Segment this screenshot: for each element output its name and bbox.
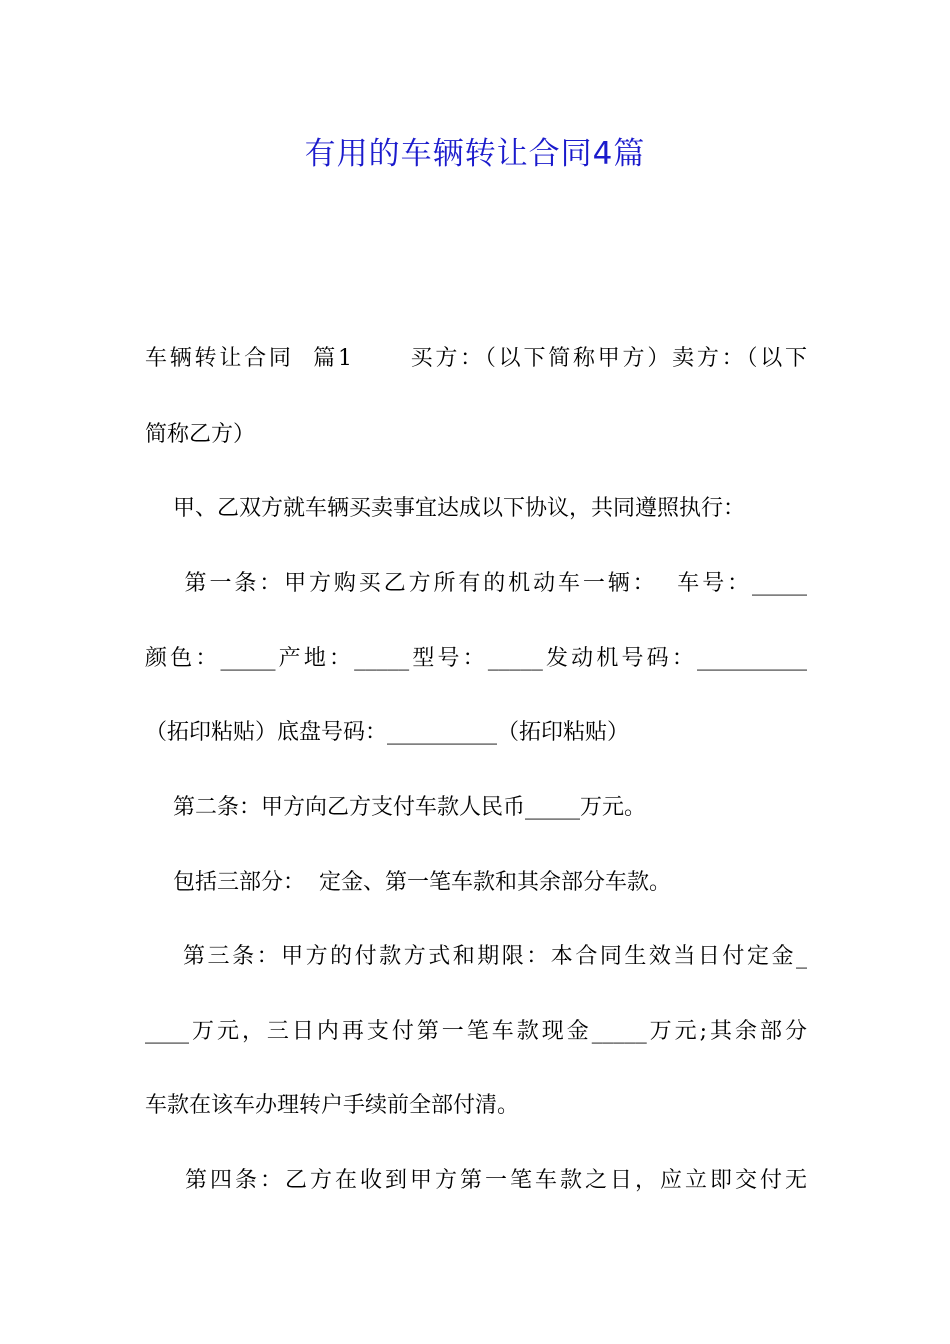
paragraph-line-10: ____万元，三日内再支付第一笔车款现金_____万元;其余部分: [145, 1019, 807, 1044]
paragraph-line-6: （拓印粘贴）底盘号码：__________（拓印粘贴）: [145, 720, 630, 745]
paragraph-line-12: 第四条：乙方在收到甲方第一笔车款之日，应立即交付无: [145, 1168, 807, 1193]
document-title: 有用的车辆转让合同4篇: [304, 136, 646, 172]
paragraph-line-11: 车款在该车办理转户手续前全部付清。: [145, 1093, 520, 1118]
paragraph-line-5: 颜色：_____产地：_____型号：_____发动机号码：__________: [145, 646, 807, 671]
paragraph-line-8: 包括三部分： 定金、第一笔车款和其余部分车款。: [145, 870, 671, 895]
paragraph-line-9: 第三条：甲方的付款方式和期限：本合同生效当日付定金_: [145, 944, 807, 969]
paragraph-line-3: 甲、乙双方就车辆买卖事宜达成以下协议，共同遵照执行：: [145, 496, 745, 521]
paragraph-line-2: 简称乙方）: [145, 422, 256, 447]
paragraph-line-4: 第一条：甲方购买乙方所有的机动车一辆： 车号：_____: [145, 571, 807, 596]
paragraph-line-7: 第二条：甲方向乙方支付车款人民币_____万元。: [145, 795, 646, 820]
paragraph-line-1: 车辆转让合同 篇1 买方：（以下简称甲方）卖方：（以下: [145, 346, 807, 371]
